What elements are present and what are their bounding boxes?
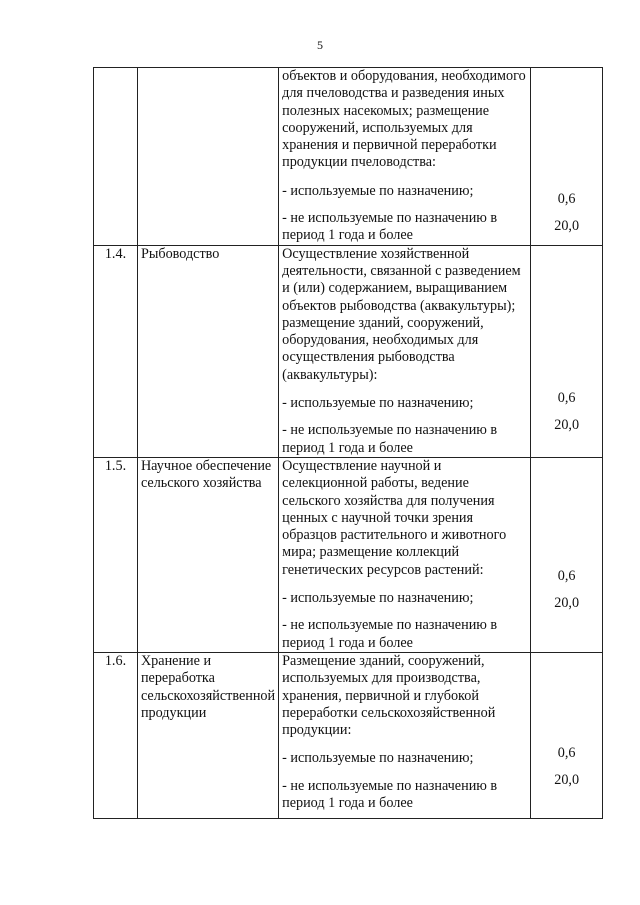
row-description-cell <box>279 652 531 818</box>
row-value-cell <box>531 68 603 246</box>
row-value-cell <box>531 652 603 818</box>
option-used-label: - используемые по назначению; <box>282 750 474 767</box>
option-used-label: - используемые по назначению; <box>282 590 474 607</box>
row-description-cell <box>279 457 531 652</box>
row-description: Осуществление научной и селекционной работы, ведение сельского хозяйства для получения ценных с научной точки зрения образцов растительного и животного мира; размещение коллекций генетических ресурсов растений: <box>282 457 507 578</box>
value-used: 0,6 <box>557 744 576 761</box>
table-row <box>94 652 603 818</box>
value-used: 0,6 <box>557 567 576 584</box>
row-description-cell <box>279 68 531 246</box>
value-unused: 20,0 <box>554 595 580 612</box>
row-description: Размещение зданий, сооружений, используемых для производства, хранения, первичной и глубокой переработки сельскохозяйственной продукции: <box>282 652 496 739</box>
row-description: Осуществление хозяйственной деятельности, связанной с разведением и (или) содержанием, выращиванием объектов рыбоводства (аквакультуры); размещение зданий, сооружений, оборудования, необходимых для осуществления рыбоводства (аквакультуры): <box>282 245 521 383</box>
row-name-cell: Хранение и переработка сельскохозяйственной продукции <box>137 652 278 818</box>
row-value-cell <box>531 245 603 457</box>
row-number-cell: 1.4. <box>94 245 138 457</box>
page-number: 5 <box>317 38 323 52</box>
value-used: 0,6 <box>557 191 576 207</box>
row-number-cell: 1.5. <box>94 457 138 652</box>
row-number-cell: 1.6. <box>94 652 138 818</box>
row-name-cell <box>137 68 278 246</box>
value-unused: 20,0 <box>554 218 580 235</box>
row-description: объектов и оборудования, необходимого для пчеловодства и разведения иных полезных насекомых; размещение сооружений, используемых для хранения и первичной переработки продукции пчеловодства: <box>282 68 526 171</box>
row-name-cell: Рыбоводство <box>137 245 278 457</box>
row-number-cell <box>94 68 138 246</box>
row-description-cell <box>279 245 531 457</box>
value-unused: 20,0 <box>554 772 580 789</box>
value-unused: 20,0 <box>554 416 580 433</box>
table-row <box>94 245 603 457</box>
table-row <box>94 457 603 652</box>
option-unused-label: - не используемые по назначению в период 1 года и более <box>282 777 498 811</box>
option-used-label: - используемые по назначению; <box>282 182 474 199</box>
row-name-cell: Научное обеспечение сельского хозяйства <box>137 457 278 652</box>
option-unused-label: - не используемые по назначению в период 1 года и более <box>282 617 498 651</box>
table-row <box>94 68 603 246</box>
option-unused-label: - не используемые по назначению в период 1 года и более <box>282 422 498 456</box>
option-used-label: - используемые по назначению; <box>282 395 474 412</box>
value-used: 0,6 <box>557 389 576 406</box>
option-unused-label: - не используемые по назначению в период 1 года и более <box>282 210 498 244</box>
land-use-rates-table <box>93 67 603 819</box>
row-value-cell <box>531 457 603 652</box>
